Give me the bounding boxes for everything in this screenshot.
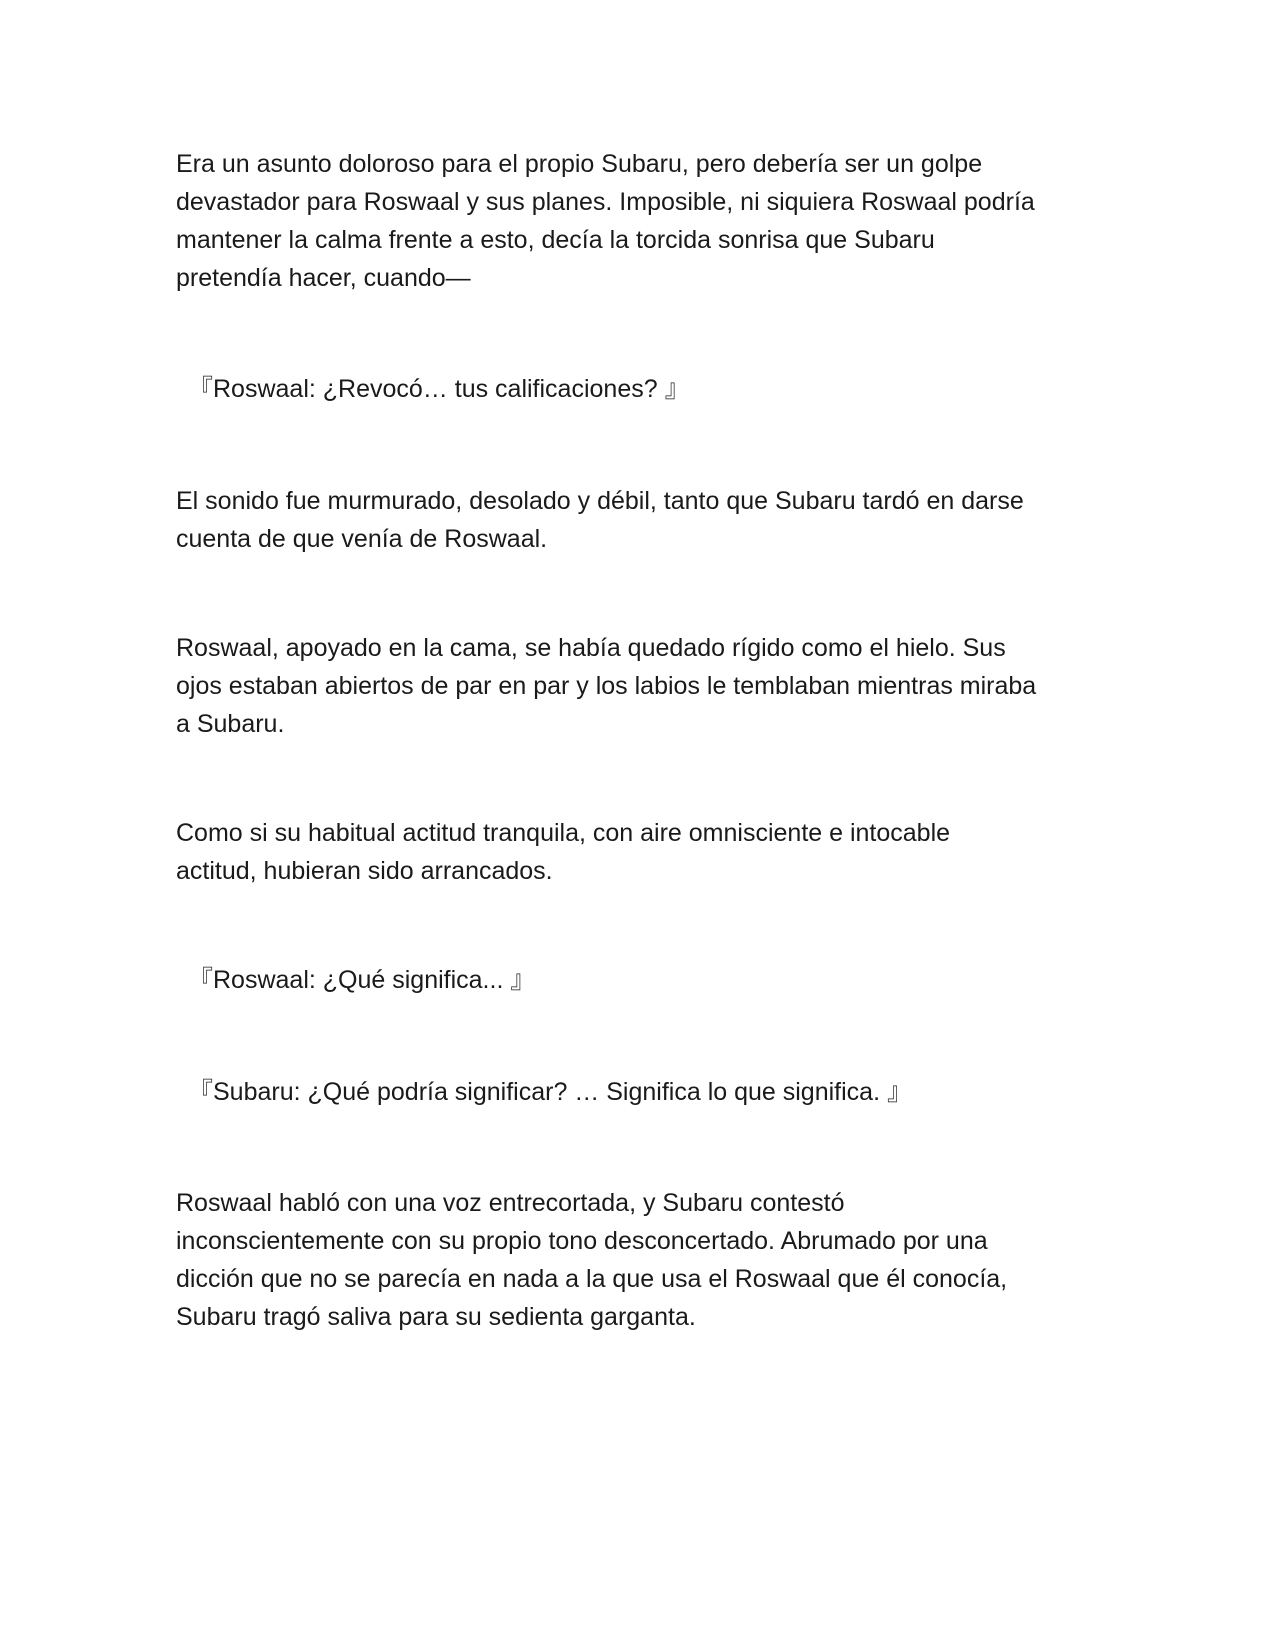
paragraph-1-line-3: mantener la calma frente a esto, decía la torcida sonrisa que Subaru: [176, 226, 935, 254]
paragraph-1: [176, 145, 1096, 297]
paragraph-3-line-2: ojos estaban abiertos de par en par y los labios le temblaban mientras miraba: [176, 672, 1037, 700]
dialogue-3-line-1: 『Subaru: ¿Qué podría significar? … Significa lo que significa. 』: [188, 1078, 912, 1106]
paragraph-2-line-2: cuenta de que venía de Roswaal.: [176, 525, 548, 553]
dialogue-3: [188, 1073, 1108, 1111]
dialogue-1-line-1: 『Roswaal: ¿Revocó… tus calificaciones? 』: [188, 375, 690, 403]
paragraph-3: [176, 629, 1096, 743]
paragraph-3-line-1: Roswaal, apoyado en la cama, se había quedado rígido como el hielo. Sus: [176, 634, 1006, 662]
paragraph-5-line-1: Roswaal habló con una voz entrecortada, y Subaru contestó: [176, 1189, 845, 1217]
paragraph-5: [176, 1184, 1096, 1336]
dialogue-2: [188, 961, 1108, 999]
paragraph-1-line-2: devastador para Roswaal y sus planes. Imposible, ni siquiera Roswaal podría: [176, 188, 1035, 216]
paragraph-4-line-2: actitud, hubieran sido arrancados.: [176, 857, 553, 885]
paragraph-2-line-1: El sonido fue murmurado, desolado y débil, tanto que Subaru tardó en darse: [176, 487, 1024, 515]
dialogue-1: [188, 370, 1108, 408]
dialogue-2-line-1: 『Roswaal: ¿Qué significa... 』: [188, 966, 536, 994]
paragraph-2: [176, 482, 1096, 558]
paragraph-5-line-2: inconscientemente con su propio tono desconcertado. Abrumado por una: [176, 1227, 988, 1255]
paragraph-5-line-3: dicción que no se parecía en nada a la que usa el Roswaal que él conocía,: [176, 1265, 1008, 1293]
paragraph-4: [176, 814, 1096, 890]
paragraph-3-line-3: a Subaru.: [176, 710, 285, 738]
paragraph-1-line-4: pretendía hacer, cuando—: [176, 264, 471, 292]
paragraph-5-line-4: Subaru tragó saliva para su sedienta garganta.: [176, 1303, 696, 1331]
paragraph-1-line-1: Era un asunto doloroso para el propio Subaru, pero debería ser un golpe: [176, 150, 983, 178]
paragraph-4-line-1: Como si su habitual actitud tranquila, con aire omnisciente e intocable: [176, 819, 951, 847]
